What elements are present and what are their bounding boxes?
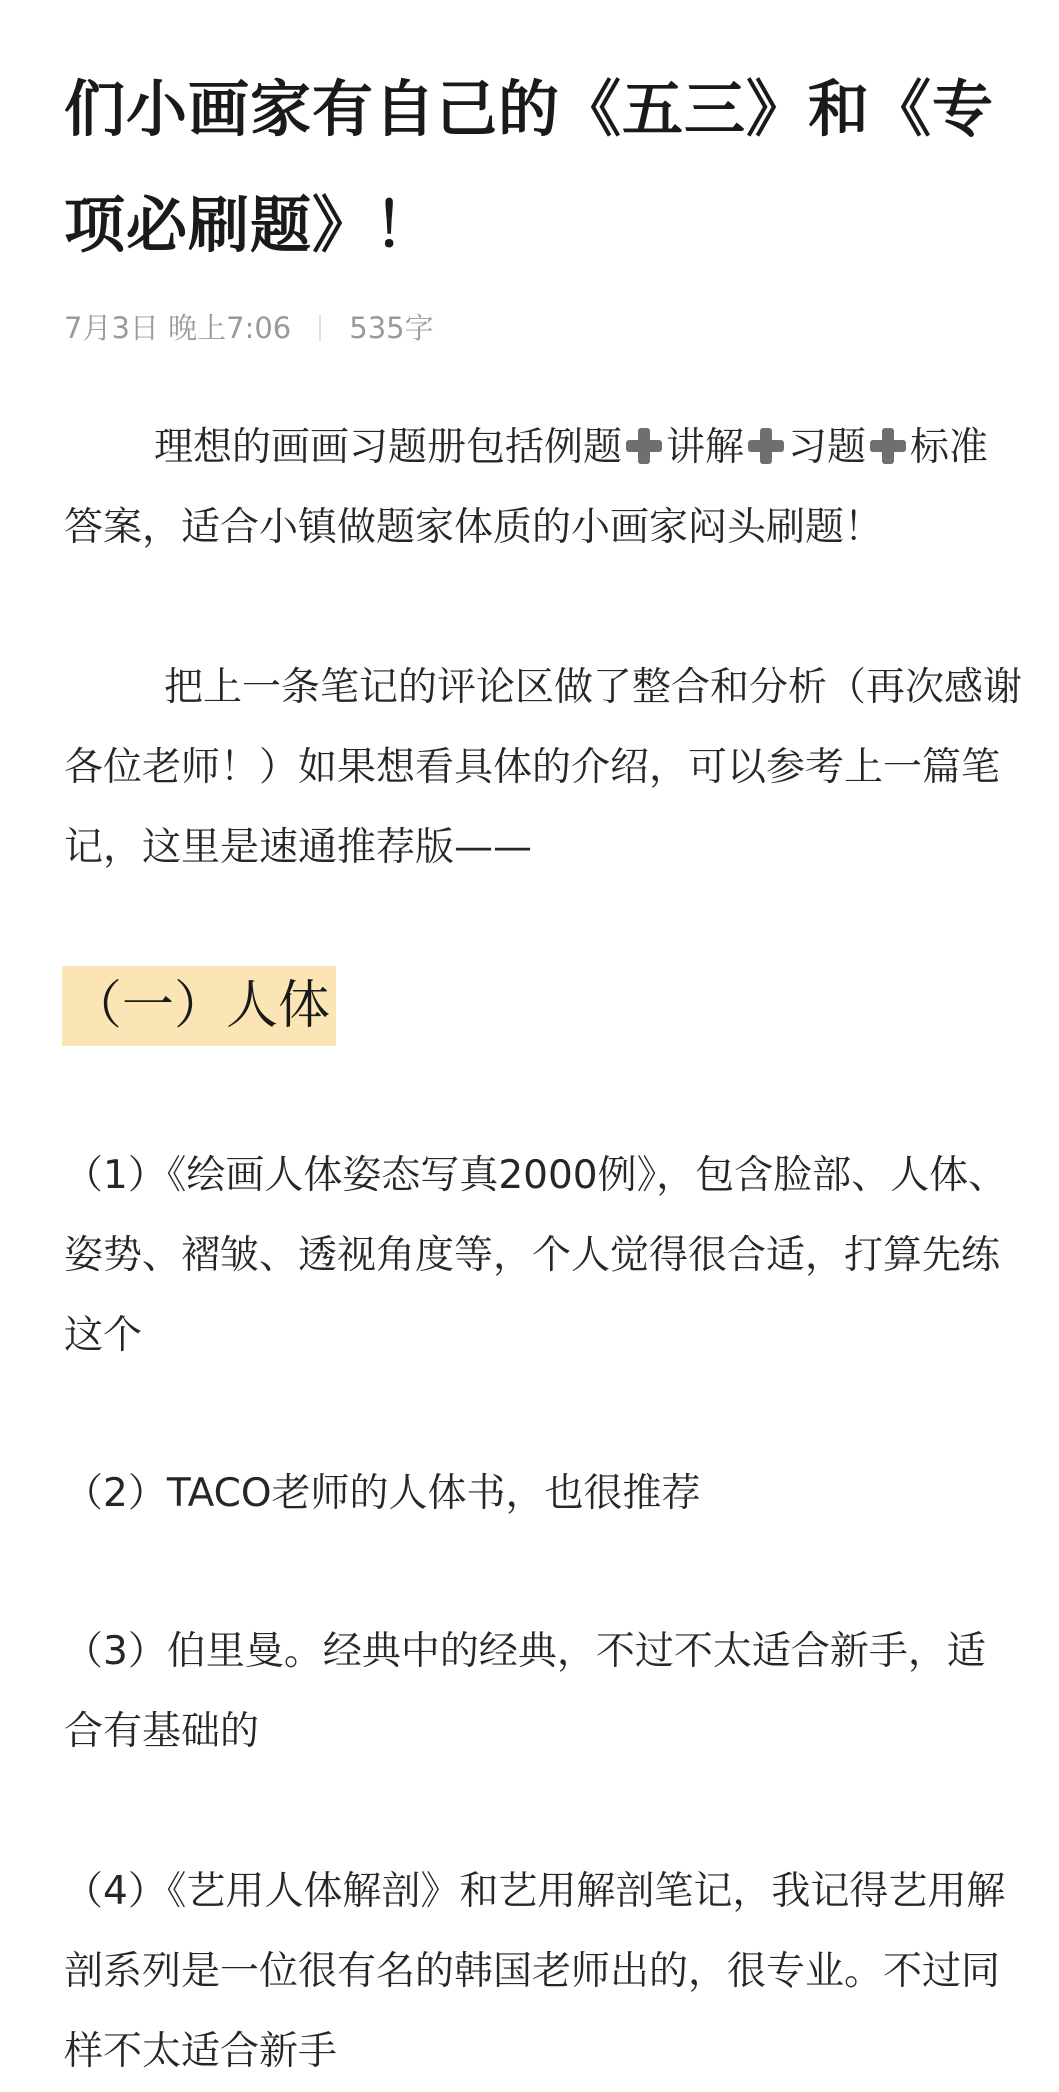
intro-text-2: 讲解	[666, 425, 745, 470]
plus-icon	[746, 426, 786, 466]
meta-divider	[319, 315, 321, 341]
list-item: （3）伯里曼。经典中的经典，不过不太适合新手，适合有基础的	[64, 1629, 986, 1754]
intro-text-3: 习题	[788, 425, 867, 470]
article-meta	[64, 308, 434, 348]
section-heading: （一）人体	[62, 966, 336, 1046]
article-title: 们小画家有自己的《五三》和《专项必刷题》！	[64, 74, 995, 261]
intro-text-4: 标准答案，适合小镇做题家体质的小画家闷头刷题！	[64, 425, 989, 550]
list-item: （1）《绘画人体姿态写真2000例》，包含脸部、人体、姿势、褶皱、透视角度等，个人觉得很合适，打算先练这个	[64, 1153, 1008, 1358]
intro-paragraph-1	[64, 408, 1024, 568]
list-item: （2）TACO老师的人体书，也很推荐	[64, 1471, 701, 1516]
word-count: 535字	[349, 311, 434, 345]
plus-icon	[868, 426, 908, 466]
intro-paragraph-2: 把上一条笔记的评论区做了整合和分析（再次感谢各位老师！）如果想看具体的介绍，可以参考上一篇笔记，这里是速通推荐版——	[64, 665, 1023, 870]
plus-icon	[624, 426, 664, 466]
list-item: （4）《艺用人体解剖》和艺用解剖笔记，我记得艺用解剖系列是一位很有名的韩国老师出的，很专业。不过同样不太适合新手	[64, 1869, 1006, 2074]
post-date: 7月3日 晚上7:06	[64, 311, 292, 345]
intro-text-1: 理想的画画习题册包括例题	[154, 425, 623, 470]
